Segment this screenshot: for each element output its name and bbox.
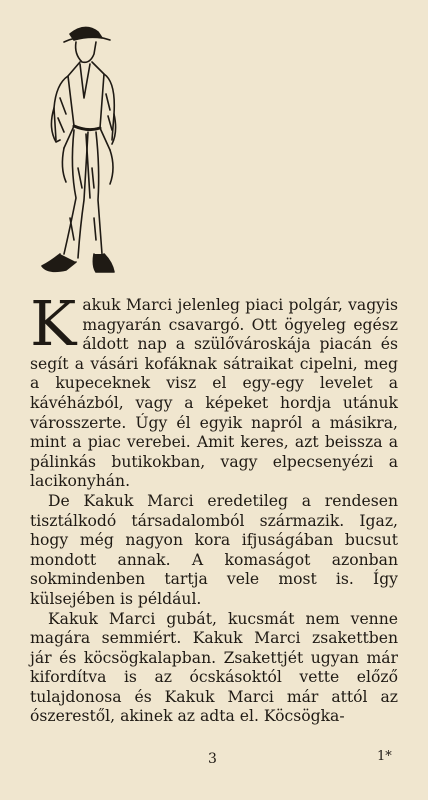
page-number: 3 [208,751,217,767]
paragraph: De Kakuk Marci eredetileg a rendesen tisztálkodó társadalomból származik. Igaz, hogy még nagyon kora ifjuságában bucsut mondott annak. A komaságot azonban sokmindenben tartja vele most is. Így külsejében is például. [30,491,398,608]
paragraph: Kakuk Marci gubát, kucsmát nem venne magára semmiért. Kakuk Marci zsakettben jár és köcsögkalapban. Zsakettjét ugyan már kifordítva is az ócskásoktól vette előző tulajdonosa és Kakuk Marci már attól az ószerestől, akinek az adta el. Köcsögka- [30,609,398,726]
paragraph-text: akuk Marci jelenleg piaci polgár, vagyis magyarán csavargó. Ott ögyeleg egész áldott nap a szülővároskája piacán és segít a vásári kofáknak sátraikat cipelni, meg a kupeceknek visz el egy-egy levelet a kávéházból, vagy a képeket hordja utánuk városszerte. Úgy él egyik napról a másikra, mint a piac verebei. Amit keres, azt beissza a pálinkás butikokban, vagy elpecsenyézi a lacikonyhán. [30,296,398,491]
paragraph [30,287,398,492]
figure-illustration [30,18,130,280]
body-text [30,287,398,727]
drop-cap: K [30,287,77,360]
signature-mark: 1* [377,749,392,764]
